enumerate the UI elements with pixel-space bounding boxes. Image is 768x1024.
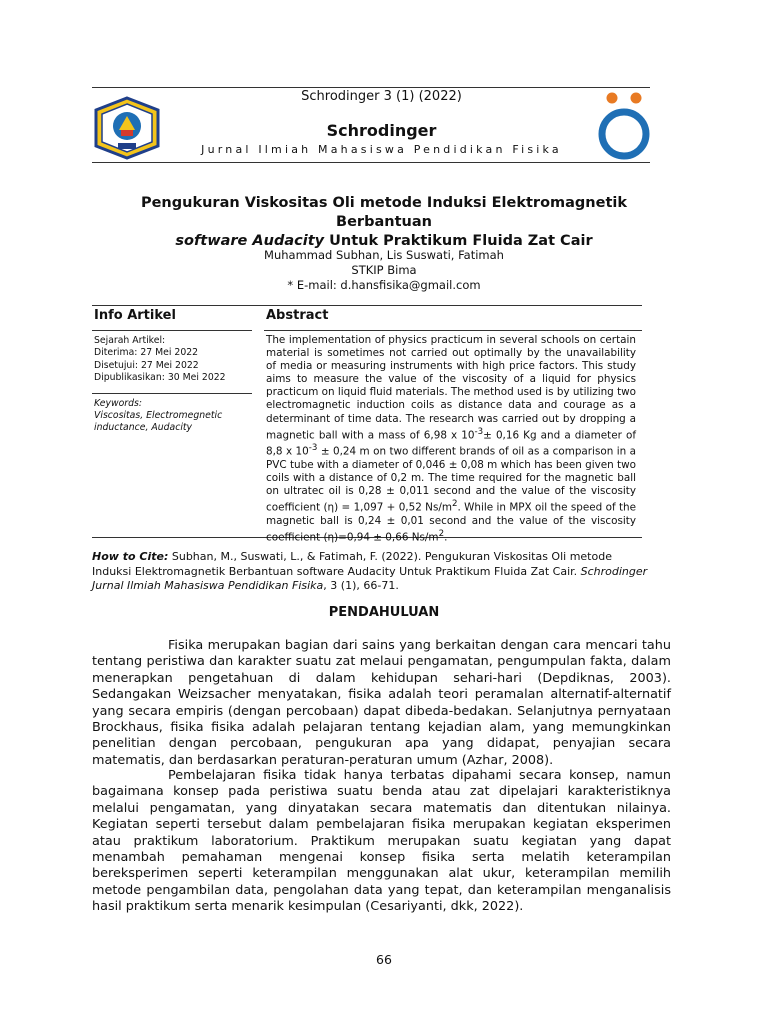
article-history bbox=[94, 335, 226, 384]
authors: Muhammad Subhan, Lis Suswati, Fatimah bbox=[264, 248, 504, 262]
approved-date: Disetujui: 27 Mei 2022 bbox=[94, 359, 199, 371]
cite-label: How to Cite: bbox=[92, 550, 169, 563]
section-heading-pendahuluan: PENDAHULUAN bbox=[328, 605, 440, 620]
header-top-rule bbox=[92, 87, 650, 88]
history-label: Sejarah Artikel: bbox=[94, 335, 166, 346]
body-paragraph-1: Fisika merupakan bagian dari sains yang berkaitan dengan cara mencari tahu tentang peristiwa dan karakter suatu zat melaui pengamatan, pengumpulan fakta, dalam menerapkan pengetahuan di dalam kehidupan sehari-hari (Depdiknas, 2003). Sedangakan Weizsacher menyatakan, fisika adalah teori peramalan alternatif-alternatif yang secara empiris (dengan percobaan) dapat dibeda-bedakan. Selanjutnya pernyataan Brockhaus, fisika fisika adalah pelajaran tentang kejadian alam, yang memungkinkan penelitian dengan percobaan, pengukuran apa yang didapat, penyajian secara matematis, dan berdasarkan peraturan-peraturan umum (Azhar, 2008). bbox=[92, 638, 671, 768]
journal-name: Schrodinger bbox=[326, 121, 437, 140]
keywords-block bbox=[94, 398, 254, 434]
abstract-heading: Abstract bbox=[266, 308, 329, 323]
title-italic-software: software Audacity bbox=[175, 233, 325, 249]
article-title bbox=[92, 194, 676, 251]
how-to-cite: How to Cite: Subhan, M., Suswati, L., & Fatimah, F. (2022). Pengukuran Viskositas Oli metode Induksi Elektromagnetik Berbantuan software Audacity Untuk Praktikum Fluida Zat Cair. Schrodinger Jurnal Ilmiah Mahasiswa Pendidikan Fisika, 3 (1), 66-71. bbox=[92, 550, 648, 592]
schrodinger-journal-logo bbox=[596, 90, 656, 162]
published-date: Dipublikasikan: 30 Mei 2022 bbox=[94, 371, 226, 383]
history-rule bbox=[92, 393, 252, 394]
received-date: Diterima: 27 Mei 2022 bbox=[94, 347, 199, 359]
info-artikel-heading: Info Artikel bbox=[94, 308, 176, 323]
title-line-1: Pengukuran Viskositas Oli metode Induksi Elektromagnetik Berbantuan bbox=[140, 195, 628, 230]
keywords-label: Keywords: bbox=[94, 398, 142, 409]
info-left-heading-rule bbox=[92, 330, 252, 331]
header-bottom-rule bbox=[92, 162, 650, 163]
abstract-text: The implementation of physics practicum in several schools on certain material is sometimes not carried out optimally by the unavailability of media or measuring instruments with high price factors. This study aims to measure the value of the viscosity of a liquid for physics practicum on liquid fluid materials. The method used is by utilizing two electromagnetic induction coils as distance data and courage as a determinant of time data. The research was carried out by dropping a magnetic ball with a mass of 6,98 x $10^{-3}\pm 0,16$ Kg and a diameter of 8,8 x $10^{-3} \pm 0,24$ m on two different brands of oil as a comparison in a PVC tube with a diameter of 0,046 ± 0,08 m which has been given two coils with a distance of 0,2 m. The time required for the magnetic ball on ultratec oil is 0,28 ± 0,011 second and the value of the viscosity coefficient (η) = 1,097 + 0,52 $Ns/m^2$. While in MPX oil the speed of the magnetic ball is 0,24 ± 0,01 second and the value of the viscosity coefficient (η)=0,94 ± 0,66 $Ns/m^2$. bbox=[266, 334, 636, 544]
journal-issue: Schrodinger 3 (1) (2022) bbox=[301, 89, 462, 104]
keywords-list: Viscositas, Electromegnetic inductance, Audacity bbox=[94, 410, 223, 433]
body-paragraph-2: Pembelajaran fisika tidak hanya terbatas dipahami secara konsep, namun bagaimana konsep pada peristiwa suatu benda atau zat dipelajari karakteristiknya melalui pengamatan, yang dinyatakan secara matematis dan ditentukan nilainya. Kegiatan seperti tersebut dalam pembelajaran fisika merupakan kegiatan eksperimen atau praktikum laboratorium. Praktikum merupakan suatu kegiatan yang dapat menambah pemahaman mengenai konsep fisika serta melatih keterampilan bereksperimen seperti keterampilan menggunakan alat ukur, keterampilan memilih metode pengambilan data, pengolahan data yang tepat, dan keterampilan menganalisis hasil praktikum serta menarik kesimpulan (Cesariyanti, dkk, 2022). bbox=[92, 768, 671, 915]
author-block bbox=[92, 248, 676, 293]
author-email: * E-mail: d.hansfisika@gmail.com bbox=[287, 278, 481, 292]
abstract-heading-rule bbox=[264, 330, 642, 331]
affiliation: STKIP Bima bbox=[351, 263, 417, 277]
title-line-2-rest: Untuk Praktikum Fluida Zat Cair bbox=[324, 233, 593, 249]
journal-subtitle: Jurnal Ilmiah Mahasiswa Pendidikan Fisika bbox=[201, 143, 562, 156]
page-number: 66 bbox=[376, 952, 392, 967]
university-seal-logo bbox=[92, 96, 162, 160]
info-top-rule bbox=[92, 305, 642, 306]
cite-journal: Schrodinger Jurnal Ilmiah Mahasiswa Pendidikan Fisika bbox=[92, 564, 648, 592]
